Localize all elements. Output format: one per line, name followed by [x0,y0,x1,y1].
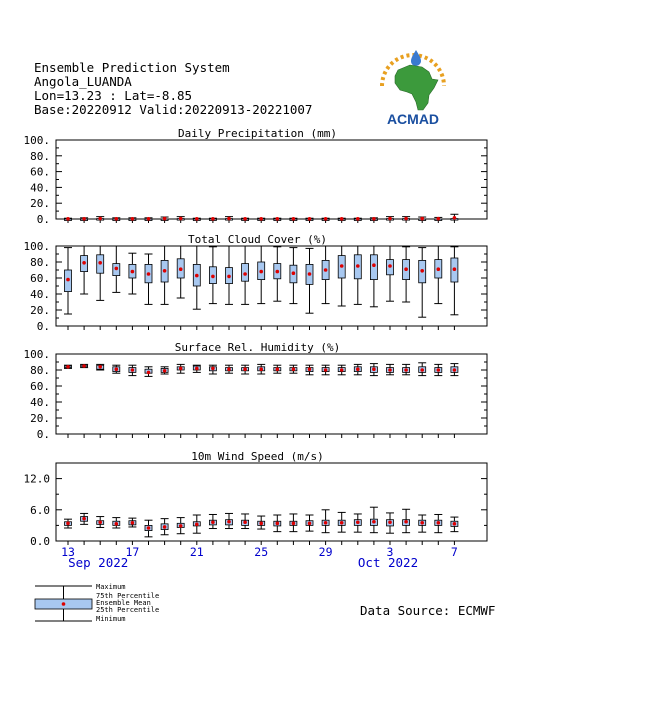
mean-point [66,278,70,282]
legend-minimum: Minimum [96,615,126,623]
mean-point [227,217,231,221]
ytick-label-2: 40. [30,396,50,409]
mean-point [437,217,441,221]
mean-point [356,264,360,268]
mean-point [115,367,119,371]
panel-title-0: Daily Precipitation (mm) [178,127,337,140]
mean-point [259,270,263,274]
xtick-label: 17 [125,545,140,559]
mean-point [324,268,328,272]
mean-point [420,521,424,525]
title-line-4: Base:20220912 Valid:20220913-20221007 [34,102,313,117]
mean-point [276,522,280,526]
mean-point [324,368,328,372]
mean-point [276,217,280,221]
mean-point [243,367,247,371]
xtick-label: 25 [254,545,269,559]
legend-mean: Ensemble Mean [96,599,151,607]
xtick-label: 29 [318,545,333,559]
mean-point [388,368,392,372]
mean-point [356,520,360,524]
legend-mean-point [62,602,66,606]
mean-point [131,217,135,221]
mean-point [292,271,296,275]
mean-point [195,217,199,221]
mean-point [388,264,392,268]
mean-point [179,267,183,271]
mean-point [259,522,263,526]
logo-text: ACMAD [386,111,440,127]
mean-point [179,367,183,371]
title-line-1: Ensemble Prediction System [34,60,230,75]
mean-point [292,367,296,371]
mean-point [147,526,151,530]
mean-point [437,521,441,525]
mean-point [147,272,151,276]
ytick-label-0: 60. [30,165,50,179]
mean-point [82,261,86,265]
mean-point [243,217,247,221]
mean-point [131,368,135,372]
mean-point [308,272,312,276]
ytick-label-3: 6.0 [30,503,50,517]
xtick-label: 3 [386,545,394,559]
mean-point [308,367,312,371]
mean-point [82,217,86,221]
title-line-2: Angola_LUANDA [34,74,132,89]
ytick-label-0: 0. [36,213,50,226]
ytick-label-0: 20. [30,197,50,211]
title-line-3: Lon=13.23 : Lat=-8.85 [34,88,193,103]
mean-point [227,367,231,371]
mean-point [243,520,247,524]
mean-point [115,522,119,526]
mean-point [98,261,102,265]
mean-point [259,367,263,371]
mean-point [340,217,344,221]
xtick-label: 13 [61,545,75,559]
ytick-label-1: 80. [30,256,50,269]
mean-point [437,368,441,372]
mean-point [131,521,135,525]
ytick-label-0: 40. [30,181,50,195]
legend-p75: 75th Percentile [96,592,160,600]
mean-point [404,520,408,524]
ytick-label-1: 20. [30,304,50,317]
mean-point [227,520,231,524]
panel-title-1: Total Cloud Cover (%) [187,233,328,246]
mean-point [420,217,424,221]
mean-point [211,217,215,221]
ytick-label-2: 80. [30,364,50,377]
mean-point [340,368,344,372]
xtick-label: 21 [189,545,204,559]
mean-point [308,522,312,526]
panel-title-3: 10m Wind Speed (m/s) [191,450,324,463]
mean-point [388,217,392,221]
ytick-label-2: 0. [36,428,50,441]
mean-point [82,364,86,368]
panel-frame-0 [56,140,487,219]
ytick-label-2: 20. [30,412,50,425]
data-source: Data Source: ECMWF [360,603,496,618]
mean-point [340,264,344,268]
mean-point [179,217,183,221]
mean-point [211,367,215,371]
mean-point [115,217,119,221]
mean-point [388,520,392,524]
ytick-label-3: 0.0 [30,535,50,548]
mean-point [308,217,312,221]
mean-point [276,270,280,274]
mean-point [404,217,408,221]
mean-point [372,217,376,221]
mean-point [292,217,296,221]
mean-point [372,367,376,371]
mean-point [404,267,408,271]
mean-point [372,520,376,524]
mean-point [420,269,424,273]
month-label: Sep 2022 [68,555,129,570]
mean-point [453,267,457,271]
mean-point [98,217,102,221]
mean-point [163,369,167,373]
mean-point [195,367,199,371]
mean-point [211,520,215,524]
mean-point [66,365,70,369]
mean-point [340,521,344,525]
mean-point [453,216,457,220]
xtick-label: 7 [450,545,458,559]
mean-point [211,275,215,279]
mean-point [163,217,167,221]
ytick-label-1: 60. [30,272,50,285]
ytick-label-2: 60. [30,380,50,393]
mean-point [115,267,119,271]
mean-point [372,263,376,267]
mean-point [147,217,151,221]
mean-point [453,522,457,526]
mean-point [163,525,167,529]
mean-point [195,274,199,278]
mean-point [195,523,199,527]
mean-point [227,275,231,279]
mean-point [324,217,328,221]
mean-point [420,368,424,372]
mean-point [276,367,280,371]
mean-point [66,522,70,526]
month-label: Oct 2022 [357,555,419,570]
mean-point [147,371,151,375]
ytick-label-1: 40. [30,288,50,301]
ytick-label-0: 80. [30,149,50,163]
mean-point [292,522,296,526]
ytick-label-3: 12.0 [23,472,50,486]
panel-title-2: Surface Rel. Humidity (%) [174,341,341,354]
ytick-label-2: 100. [23,348,50,361]
mean-point [404,368,408,372]
mean-point [259,217,263,221]
legend-p25: 25th Percentile [96,606,160,614]
legend-maximum: Maximum [96,583,126,591]
ytick-label-1: 0. [36,320,50,333]
mean-point [324,521,328,525]
mean-point [82,517,86,521]
mean-point [437,267,441,271]
mean-point [356,367,360,371]
mean-point [163,269,167,273]
ytick-label-0: 100. [23,134,50,147]
mean-point [98,365,102,369]
mean-point [243,272,247,276]
mean-point [453,368,457,372]
mean-point [179,524,183,528]
mean-point [356,217,360,221]
ytick-label-1: 100. [23,240,50,253]
iqr-box [370,255,377,280]
mean-point [66,217,70,221]
mean-point [98,520,102,524]
mean-point [131,270,135,274]
